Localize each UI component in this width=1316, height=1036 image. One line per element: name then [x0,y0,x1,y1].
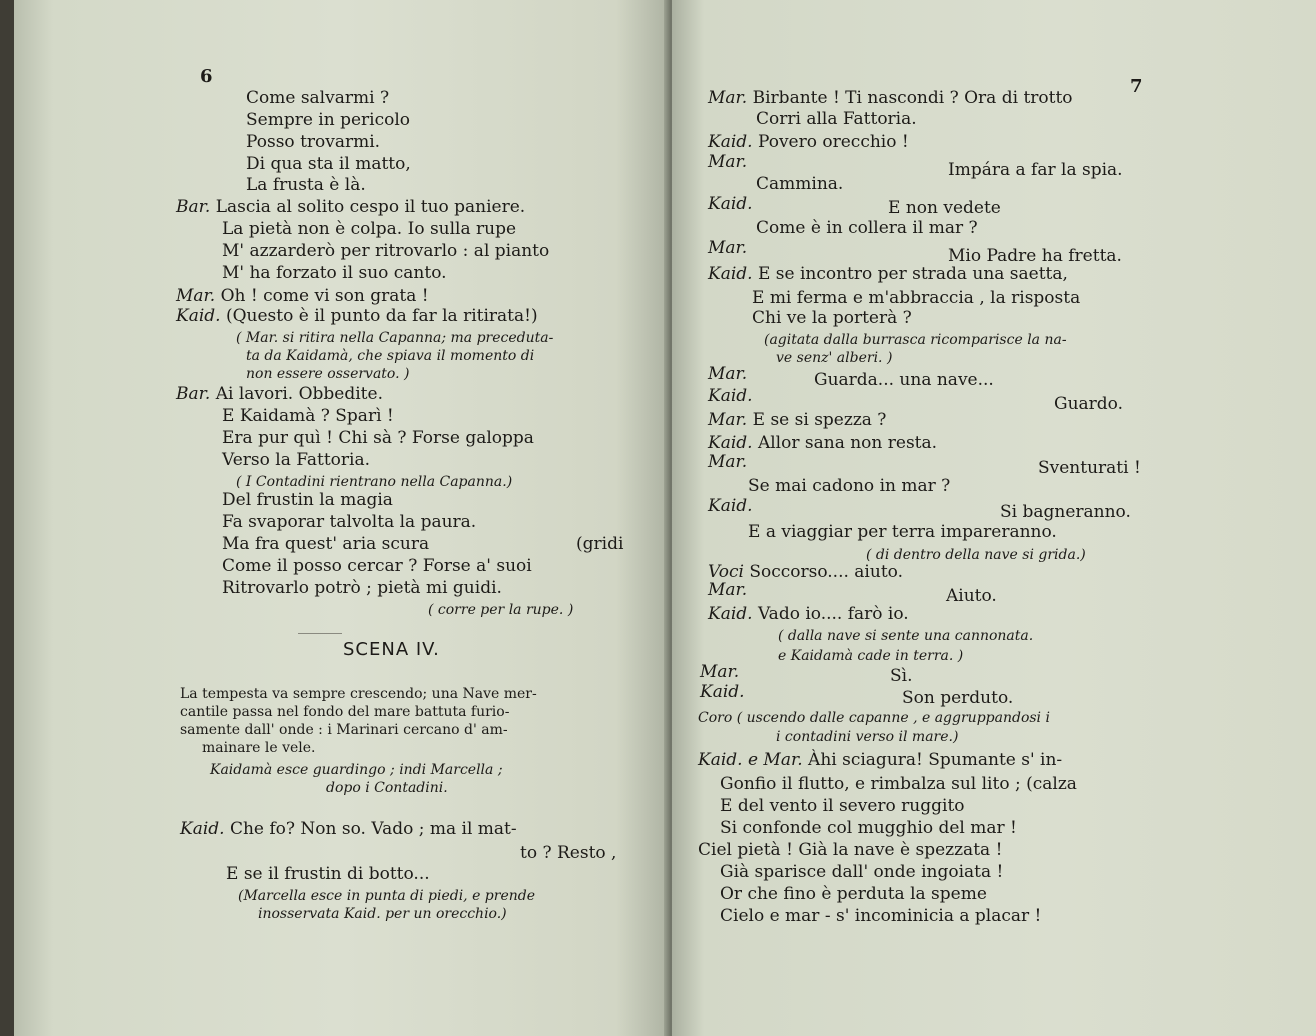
verse-line: Ritrovarlo potrò ; pietà mi guidi. [222,578,502,598]
dialogue-line [180,819,517,839]
line-text: Allor sana non resta. [757,433,938,453]
line-text: Lascia al solito cespo il tuo paniere. [215,197,526,217]
page-number: 6 [200,66,213,87]
verse-line: Del frustin la magia [222,490,393,510]
line-text: Sventurati ! [1038,458,1141,478]
verse-line: Cielo e mar - s' incominicia a placar ! [720,906,1042,926]
speaker-name: Kaid. [176,306,221,326]
divider [298,633,342,634]
line-text: Mio Padre ha fretta. [948,246,1122,266]
speaker-name: Kaid. [708,604,753,624]
line-text: Sì. [890,666,913,686]
verse-line: Come è in collera il mar ? [756,218,978,238]
dialogue-line [708,433,937,453]
line-text: Soccorso.... aiuto. [749,562,903,582]
stage-direction: inosservata Kaid. per un orecchio.) [258,906,507,922]
speaker-name: Mar. [700,662,740,682]
speaker-name: Mar. [708,580,748,600]
verse-line: Se mai cadono in mar ? [748,476,951,496]
scene-heading: SCENA IV. [343,639,440,660]
speaker-name: Mar. [708,452,748,472]
dialogue-line [176,306,538,326]
dialogue-line [708,604,909,624]
verse-line: Di qua sta il matto, [246,154,411,174]
speaker-name: Mar. [708,410,748,430]
speaker-name: Mar. [708,88,748,108]
line-text: Guarda... una nave... [814,370,994,390]
verse-line: Chi ve la porterà ? [752,308,912,328]
speaker-name: Mar. [708,152,748,172]
scene-description-line: samente dall' onde : i Marinari cercano d' am- [180,722,508,738]
right-page [672,0,1316,1036]
speaker-name: Kaid. [180,819,225,839]
verse-line: Or che fino è perduta la speme [720,884,987,904]
verse-line: to ? Resto , [520,843,617,863]
speaker-name: Coro [698,710,733,726]
verse-line: Verso la Fattoria. [222,450,371,470]
page-number: 7 [1130,76,1143,97]
dialogue-line [708,88,1073,108]
speaker-name: Kaid. [708,132,753,152]
verse-line: E a viaggiar per terra impareranno. [748,522,1057,542]
stage-direction: ta da Kaidamà, che spiava il momento di [246,348,535,364]
stage-direction: ve senz' alberi. ) [776,350,893,366]
line-text: E non vedete [888,198,1001,218]
aside-text: (gridi [576,534,624,554]
verse-line: E del vento il severo ruggito [720,796,965,816]
verse-line: E Kaidamà ? Sparì ! [222,406,394,426]
stage-direction: (Marcella esce in punta di piedi, e prende [238,888,536,904]
stage-direction: e Kaidamà cade in terra. ) [778,648,964,664]
verse-line: Sempre in pericolo [246,110,411,130]
dialogue-line [708,132,909,152]
scene-description-line: mainare le vele. [202,740,316,756]
line-text: E se incontro per strada una saetta, [757,264,1068,284]
stage-direction: i contadini verso il mare.) [776,729,959,745]
verse-line: Corri alla Fattoria. [756,109,917,129]
line-text: Povero orecchio ! [757,132,909,152]
dialogue-line [176,286,429,306]
left-page [14,0,668,1036]
line-text: Vado io.... farò io. [757,604,909,624]
scene-description-line: cantile passa nel fondo del mare battuta furio- [180,704,510,720]
speaker-name: Mar. [176,286,216,306]
scene-entrance-line: Kaidamà esce guardingo ; indi Marcella ; [210,762,503,778]
verse-line: Ma fra quest' aria scura [222,534,430,554]
verse-line: Già sparisce dall' onde ingoiata ! [720,862,1004,882]
speaker-name: Bar. [176,197,211,217]
line-text: Guardo. [1054,394,1124,414]
stage-direction: ( I Contadini rientrano nella Capanna.) [236,474,513,490]
line-text: Che fo? Non so. Vado ; ma il mat- [229,819,517,839]
line-text: E se si spezza ? [752,410,887,430]
verse-line: Ciel pietà ! Già la nave è spezzata ! [698,840,1003,860]
verse-line: La frusta è là. [246,175,366,195]
speaker-name: Bar. [176,384,211,404]
stage-direction: (agitata dalla burrasca ricomparisce la na- [764,332,1067,348]
dialogue-line [708,264,1068,284]
line-text: Birbante ! Ti nascondi ? Ora di trotto [752,88,1073,108]
verse-line: Cammina. [756,174,844,194]
verse-line: Fa svaporar talvolta la paura. [222,512,477,532]
speaker-name: Kaid. [708,386,753,406]
line-text: ( uscendo dalle capanne , e aggruppandosi i [736,710,1050,726]
speaker-name: Kaid. [700,682,745,702]
scene-description-line: La tempesta va sempre crescendo; una Nave mer- [180,686,537,702]
dialogue-line [176,197,525,217]
verse-line: M' azzarderò per ritrovarlo : al pianto [222,241,550,261]
line-text: Oh ! come vi son grata ! [220,286,429,306]
line-text: Àhi sciagura! Spumante s' in- [808,750,1063,770]
dialogue-line [708,562,903,582]
speaker-name: Kaid. [708,264,753,284]
speaker-name: Voci [708,562,744,582]
dialogue-line [698,708,1050,728]
verse-line: Posso trovarmi. [246,132,381,152]
dialogue-line [708,410,886,430]
verse-line: Come il posso cercar ? Forse a' suoi [222,556,532,576]
stage-direction: ( Mar. si ritira nella Capanna; ma preceduta- [236,330,554,346]
speaker-name: Mar. [708,364,748,384]
line-text: Ai lavori. Obbedite. [215,384,383,404]
dialogue-line [176,384,383,404]
stage-direction: ( di dentro della nave si grida.) [866,547,1086,563]
stage-direction: non essere osservato. ) [246,366,410,382]
scene-entrance-line: dopo i Contadini. [326,780,448,796]
line-text: Si bagneranno. [1000,502,1131,522]
line-text: Aiuto. [946,586,997,606]
speaker-name: Mar. [708,238,748,258]
speaker-name: Kaid. e Mar. [698,750,803,770]
line-text: Impára a far la spia. [948,160,1123,180]
verse-line: M' ha forzato il suo canto. [222,263,447,283]
stage-direction: ( corre per la rupe. ) [428,602,574,618]
verse-line: E se il frustin di botto... [226,864,430,884]
dialogue-line [698,750,1062,770]
stage-direction: ( dalla nave si sente una cannonata. [778,628,1034,644]
verse-line: Era pur quì ! Chi sà ? Forse galoppa [222,428,534,448]
verse-line: Come salvarmi ? [246,88,390,108]
speaker-name: Kaid. [708,194,753,214]
line-text: Son perduto. [902,688,1014,708]
verse-line: Si confonde col mugghio del mar ! [720,818,1017,838]
line-text: (Questo è il punto da far la ritirata!) [225,306,538,326]
speaker-name: Kaid. [708,496,753,516]
speaker-name: Kaid. [708,433,753,453]
verse-line: E mi ferma e m'abbraccia , la risposta [752,288,1081,308]
verse-line: Gonfio il flutto, e rimbalza sul lito ; (calza [720,774,1077,794]
verse-line: La pietà non è colpa. Io sulla rupe [222,219,517,239]
